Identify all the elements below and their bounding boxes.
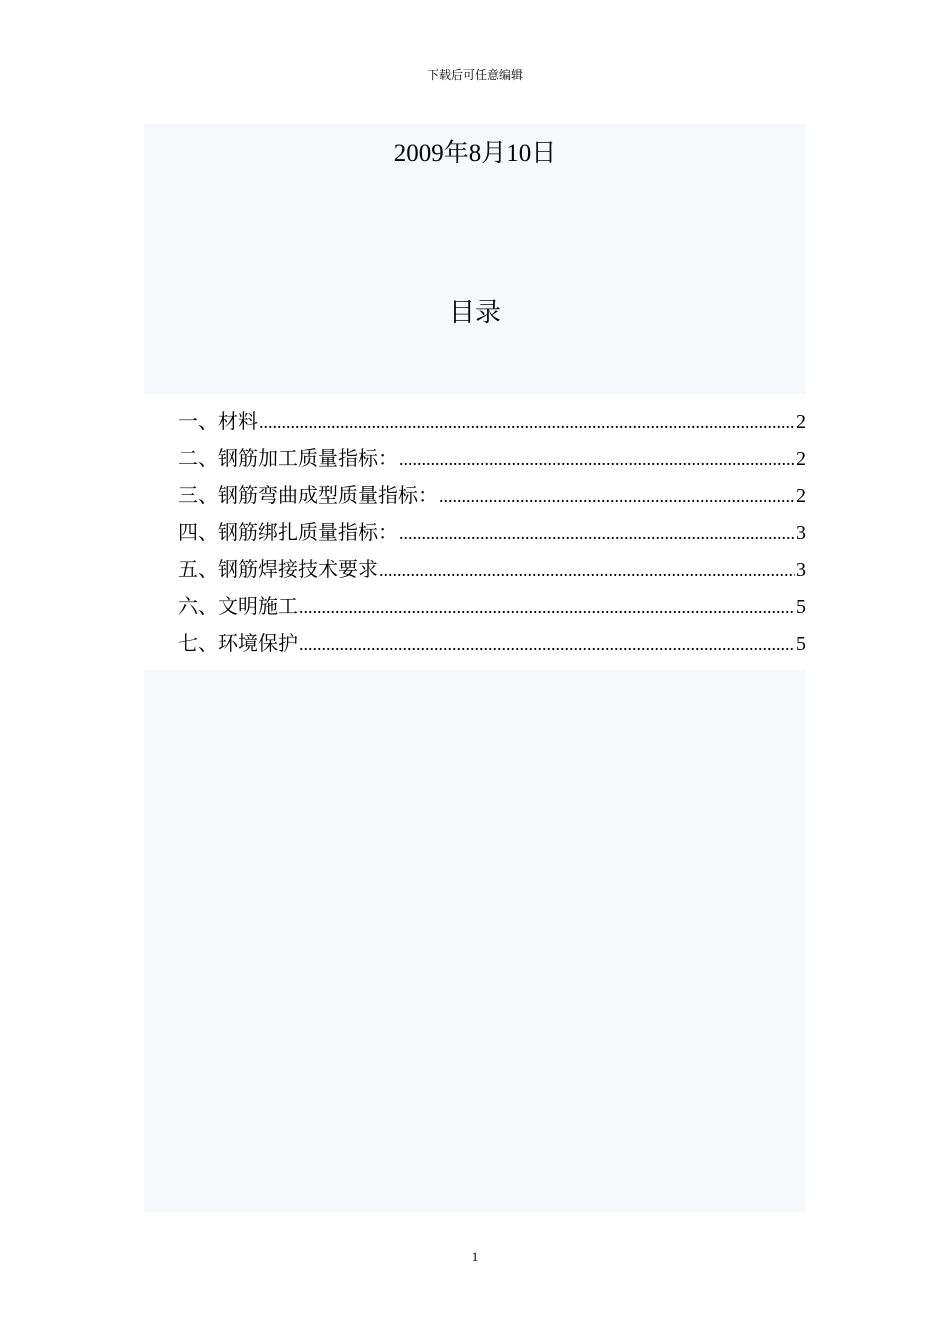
- toc-entry-materials[interactable]: [178, 405, 806, 442]
- page-header-note: 下载后可任意编辑: [426, 68, 523, 82]
- toc-entry-page: 3: [796, 522, 806, 544]
- shaded-block-bottom: [144, 670, 806, 1212]
- toc-entry-label: 一、材料: [178, 409, 258, 433]
- toc-entry-page: 5: [796, 596, 806, 618]
- toc-entry-rebar-bending[interactable]: [178, 479, 806, 516]
- toc-entry-page: 2: [796, 485, 806, 507]
- toc-entry-rebar-processing[interactable]: [178, 442, 806, 479]
- toc-entry-label: 四、钢筋绑扎质量指标：: [178, 520, 398, 544]
- toc-entry-label: 六、文明施工: [178, 594, 298, 618]
- toc-entry-label: 二、钢筋加工质量指标：: [178, 446, 398, 470]
- page-number: 1: [471, 1249, 479, 1264]
- toc-entry-page: 2: [796, 448, 806, 470]
- toc-dot-leader: [299, 597, 795, 618]
- toc-dot-leader: [259, 412, 795, 433]
- toc-entry-rebar-welding[interactable]: [178, 553, 806, 590]
- toc-entry-page: 3: [796, 559, 806, 581]
- toc-dot-leader: [439, 486, 795, 507]
- toc-entry-label: 五、钢筋焊接技术要求: [178, 557, 378, 581]
- toc-entry-label: 三、钢筋弯曲成型质量指标：: [178, 483, 438, 507]
- toc-dot-leader: [399, 523, 795, 544]
- toc-entry-environmental-protection[interactable]: [178, 627, 806, 664]
- toc-entry-civilized-construction[interactable]: [178, 590, 806, 627]
- table-of-contents: [178, 405, 806, 664]
- toc-title: 目录: [448, 298, 501, 328]
- cover-date: 2009年8月10日: [393, 140, 557, 167]
- toc-entry-label: 七、环境保护: [178, 631, 298, 655]
- toc-entry-page: 2: [796, 411, 806, 433]
- toc-entry-page: 5: [796, 633, 806, 655]
- toc-dot-leader: [299, 634, 795, 655]
- toc-dot-leader: [379, 560, 795, 581]
- toc-entry-rebar-tying[interactable]: [178, 516, 806, 553]
- toc-dot-leader: [399, 449, 795, 470]
